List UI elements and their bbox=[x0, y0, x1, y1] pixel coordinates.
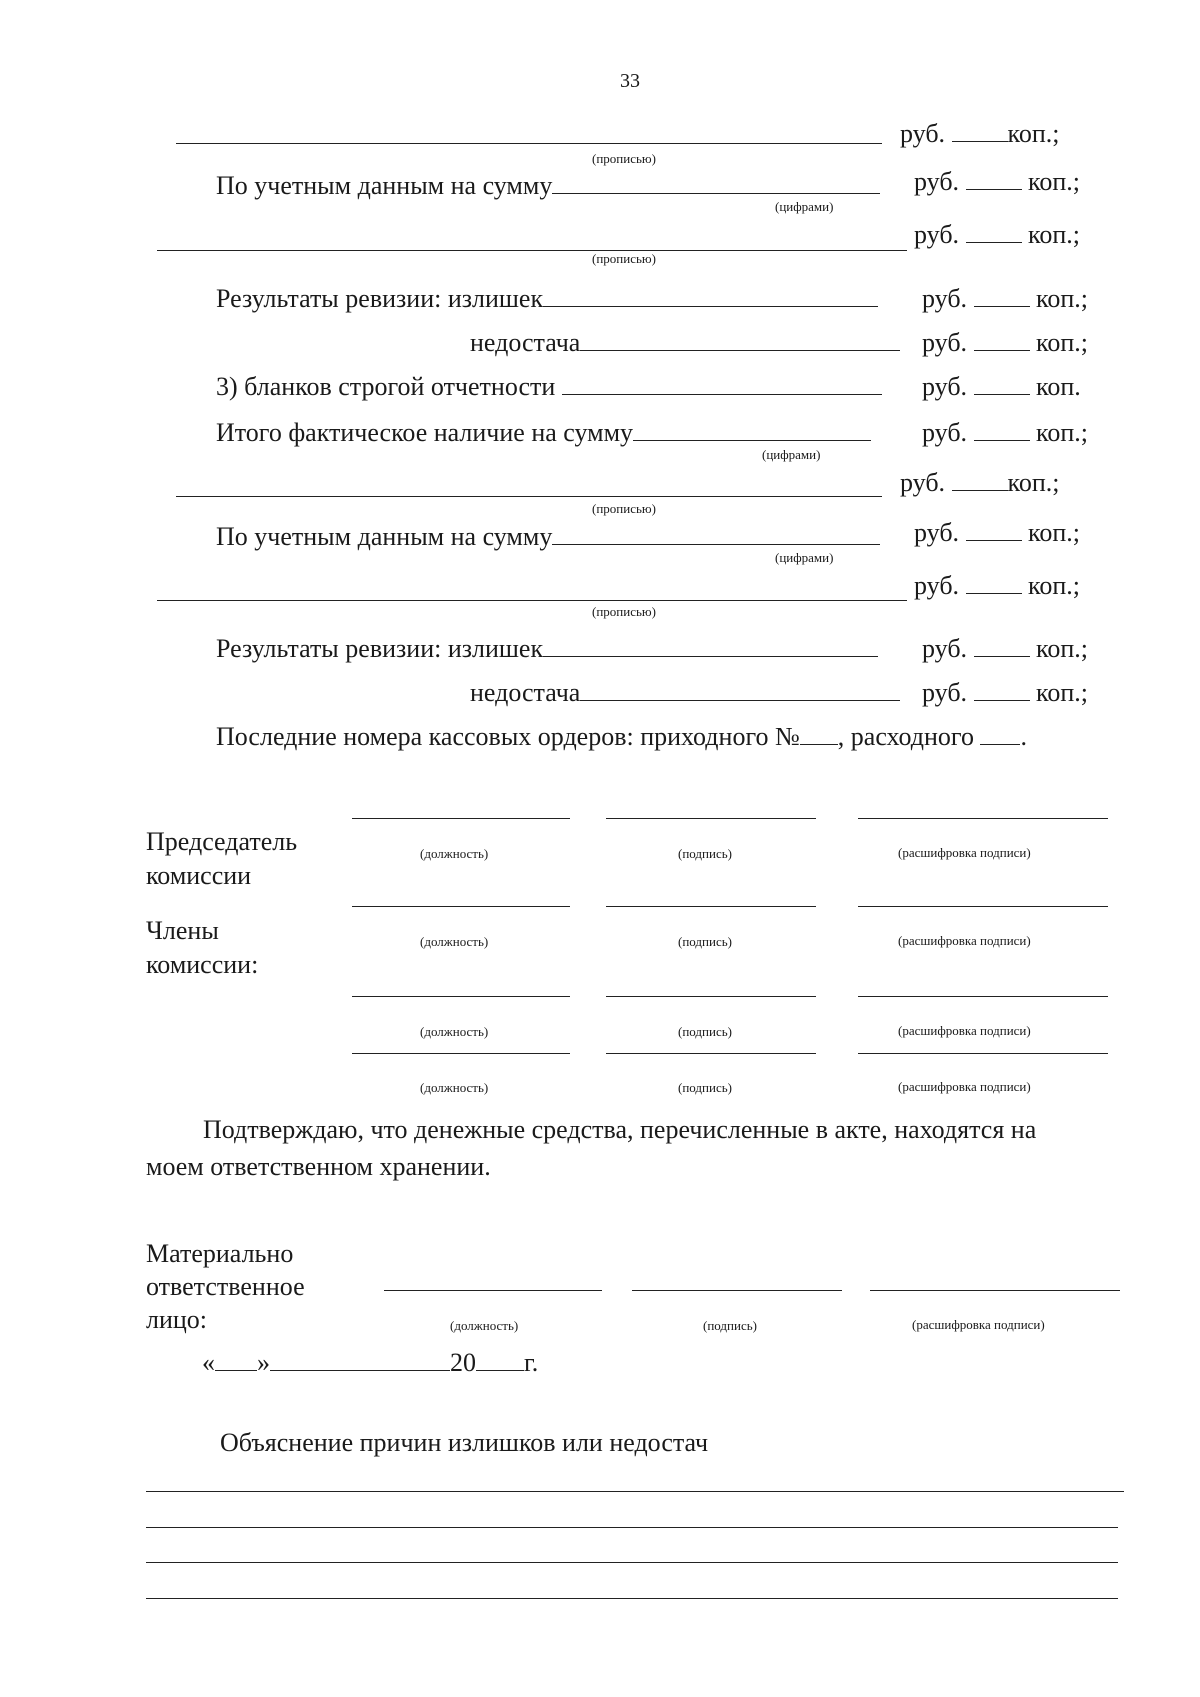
explanation-line[interactable] bbox=[146, 1491, 1124, 1492]
explanation-line[interactable] bbox=[146, 1527, 1118, 1528]
position-caption: (должность) bbox=[420, 846, 489, 861]
strict-forms-row: 3) бланков строгой отчетности bbox=[216, 372, 882, 402]
surplus-row: Результаты ревизии: излишек bbox=[216, 284, 878, 314]
outgoing-order-field[interactable] bbox=[980, 726, 1020, 745]
surplus-field[interactable] bbox=[543, 638, 878, 657]
caption-propisyu: (прописью) bbox=[592, 151, 656, 166]
account-sum-row-2: По учетным данным на сумму bbox=[216, 522, 880, 552]
confirmation-line-1: Подтверждаю, что денежные средства, перечисленные в акте, находятся на bbox=[203, 1115, 1037, 1144]
caption-propisyu: (прописью) bbox=[592, 501, 656, 516]
decode-line[interactable] bbox=[858, 996, 1108, 997]
decode-caption: (расшифровка подписи) bbox=[898, 845, 1031, 860]
signature-line[interactable] bbox=[606, 906, 816, 907]
total-actual-row: Итого фактическое наличие на сумму bbox=[216, 418, 871, 448]
account-words-line-2[interactable] bbox=[157, 600, 907, 601]
rub-label: руб. коп. bbox=[922, 372, 1081, 401]
shortage-field[interactable] bbox=[580, 332, 900, 351]
account-sum-row: По учетным данным на сумму bbox=[216, 171, 880, 201]
account-words-line[interactable] bbox=[157, 250, 907, 251]
rub-label: руб. коп.; bbox=[914, 571, 1080, 600]
surplus-field[interactable] bbox=[543, 288, 878, 307]
rub-label: руб. коп.; bbox=[922, 678, 1088, 707]
confirmation-line-2: моем ответственном хранении. bbox=[146, 1152, 491, 1181]
member-signature-row bbox=[0, 1053, 1200, 1103]
responsible-signature-row bbox=[0, 1290, 1200, 1340]
decode-line[interactable] bbox=[858, 1053, 1108, 1054]
decode-line[interactable] bbox=[858, 818, 1108, 819]
decode-caption: (расшифровка подписи) bbox=[898, 933, 1031, 948]
rub-label: руб. коп.; bbox=[900, 119, 1060, 148]
month-field[interactable] bbox=[270, 1352, 450, 1371]
rub-label: руб. коп.; bbox=[914, 518, 1080, 547]
kop-field[interactable] bbox=[974, 288, 1030, 307]
kop-field[interactable] bbox=[974, 376, 1030, 395]
surplus-row-2: Результаты ревизии: излишек bbox=[216, 634, 878, 664]
incoming-order-field[interactable] bbox=[800, 726, 838, 745]
cash-orders-row: Последние номера кассовых ордеров: приходного № , расходного . bbox=[216, 722, 1027, 751]
position-caption: (должность) bbox=[420, 934, 489, 949]
kop-field[interactable] bbox=[974, 682, 1030, 701]
signature-caption: (подпись) bbox=[678, 846, 732, 861]
rub-label: руб. коп.; bbox=[914, 220, 1080, 249]
kop-field[interactable] bbox=[952, 472, 1008, 491]
position-caption: (должность) bbox=[420, 1080, 489, 1095]
caption-tsiframi: (цифрами) bbox=[775, 199, 834, 214]
signature-caption: (подпись) bbox=[703, 1318, 757, 1333]
caption-tsiframi: (цифрами) bbox=[775, 550, 834, 565]
rub-label: руб. коп.; bbox=[922, 634, 1088, 663]
kop-field[interactable] bbox=[966, 522, 1022, 541]
kop-field[interactable] bbox=[974, 638, 1030, 657]
chairman-signature-row bbox=[0, 818, 1200, 868]
rub-label: руб. коп.; bbox=[922, 284, 1088, 313]
account-sum-field[interactable] bbox=[552, 175, 880, 194]
position-line[interactable] bbox=[352, 906, 570, 907]
account-sum-field[interactable] bbox=[552, 526, 880, 545]
members-label: Члены комиссии: bbox=[146, 916, 259, 979]
kop-field[interactable] bbox=[966, 224, 1022, 243]
signature-line[interactable] bbox=[606, 818, 816, 819]
shortage-row: недостача bbox=[470, 328, 900, 358]
signature-line[interactable] bbox=[632, 1290, 842, 1291]
year-field[interactable] bbox=[476, 1352, 524, 1371]
rub-label: руб. коп.; bbox=[914, 167, 1080, 196]
explanation-line[interactable] bbox=[146, 1562, 1118, 1563]
signature-line[interactable] bbox=[606, 996, 816, 997]
total-actual-field[interactable] bbox=[633, 422, 871, 441]
kop-field[interactable] bbox=[966, 575, 1022, 594]
rub-label: руб. коп.; bbox=[922, 418, 1088, 447]
position-line[interactable] bbox=[352, 818, 570, 819]
day-field[interactable] bbox=[215, 1352, 257, 1371]
decode-caption: (расшифровка подписи) bbox=[898, 1023, 1031, 1038]
position-line[interactable] bbox=[352, 996, 570, 997]
position-line[interactable] bbox=[352, 1053, 570, 1054]
signature-line[interactable] bbox=[606, 1053, 816, 1054]
kop-field[interactable] bbox=[952, 123, 1008, 142]
rub-label: руб. коп.; bbox=[922, 328, 1088, 357]
total-words-line[interactable] bbox=[176, 496, 882, 497]
date-row: « » 20 г. bbox=[202, 1348, 539, 1377]
position-line[interactable] bbox=[384, 1290, 602, 1291]
responsible-label: Материально ответственное лицо: bbox=[146, 1239, 305, 1334]
signature-caption: (подпись) bbox=[678, 1080, 732, 1095]
signature-caption: (подпись) bbox=[678, 934, 732, 949]
kop-field[interactable] bbox=[974, 332, 1030, 351]
decode-caption: (расшифровка подписи) bbox=[898, 1079, 1031, 1094]
chairman-label: Председатель комиссии bbox=[146, 827, 298, 890]
strict-forms-field[interactable] bbox=[562, 376, 882, 395]
caption-propisyu: (прописью) bbox=[592, 604, 656, 619]
kop-field[interactable] bbox=[966, 171, 1022, 190]
page-number: 33 bbox=[620, 70, 640, 92]
position-caption: (должность) bbox=[450, 1318, 519, 1333]
decode-line[interactable] bbox=[870, 1290, 1120, 1291]
shortage-field[interactable] bbox=[580, 682, 900, 701]
shortage-row-2: недостача bbox=[470, 678, 900, 708]
explanation-line[interactable] bbox=[146, 1598, 1118, 1599]
member-signature-row bbox=[0, 906, 1200, 956]
rub-label: руб. коп.; bbox=[900, 468, 1060, 497]
caption-propisyu: (прописью) bbox=[592, 251, 656, 266]
signature-caption: (подпись) bbox=[678, 1024, 732, 1039]
caption-tsiframi: (цифрами) bbox=[762, 447, 821, 462]
decode-caption: (расшифровка подписи) bbox=[912, 1317, 1045, 1332]
decode-line[interactable] bbox=[858, 906, 1108, 907]
member-signature-row bbox=[0, 996, 1200, 1046]
kop-field[interactable] bbox=[974, 422, 1030, 441]
position-caption: (должность) bbox=[420, 1024, 489, 1039]
amount-words-line[interactable] bbox=[176, 143, 882, 144]
explanation-title: Объяснение причин излишков или недостач bbox=[220, 1428, 709, 1457]
